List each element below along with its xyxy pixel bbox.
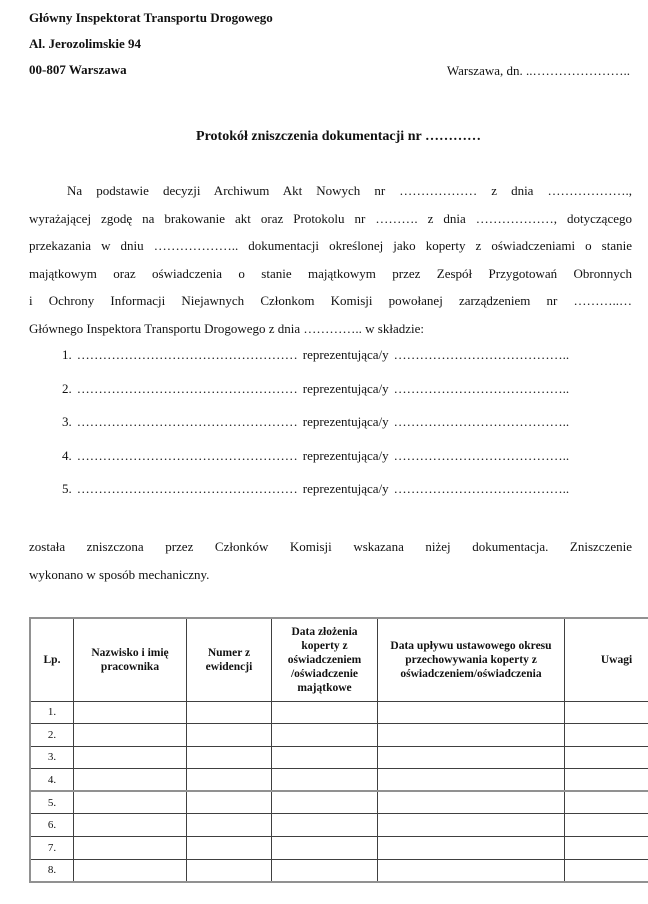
member-number: 4. [62, 447, 72, 463]
date-expiry-cell [378, 859, 565, 882]
date-submitted-cell [272, 814, 378, 837]
column-header-employee-name: Nazwisko i imię pracownika [74, 618, 187, 701]
committee-member-line [62, 338, 632, 372]
committee-member-line [62, 405, 632, 439]
column-header-record-number: Numer z ewidencji [187, 618, 272, 701]
employee-name-cell [74, 769, 187, 792]
record-number-cell [187, 769, 272, 792]
record-number-cell [187, 701, 272, 724]
date-submitted-cell [272, 859, 378, 882]
table-row [30, 837, 648, 860]
member-number: 1. [62, 347, 72, 362]
committee-member-line [62, 372, 632, 406]
row-number-cell: 5. [30, 791, 74, 814]
place-date-line: Warszawa, dn. ..………………….. [446, 63, 630, 78]
column-header-notes: Uwagi [565, 618, 648, 701]
member-name-blank: …………………………………………… [76, 347, 298, 362]
row-number-cell: 2. [30, 724, 74, 747]
table-row [30, 701, 648, 724]
member-role-blank: ………………………………….. [393, 481, 570, 496]
member-role-blank: ………………………………….. [393, 414, 570, 429]
intro-line: majątkowym oraz oświadczenia o stanie majątkowym przez Zespół Przygotowań Obronnych [29, 265, 632, 281]
employee-name-cell [74, 837, 187, 860]
row-number-cell: 3. [30, 746, 74, 769]
committee-list [62, 338, 632, 506]
record-number-cell [187, 859, 272, 882]
table-row [30, 791, 648, 814]
member-number: 2. [62, 380, 72, 396]
notes-cell [565, 724, 648, 747]
member-name-blank: …………………………………………… [76, 380, 298, 396]
document-title: Protokół zniszczenia dokumentacji nr ………… [196, 129, 481, 144]
destroyed-documents-table [29, 617, 648, 883]
date-expiry-cell [378, 769, 565, 792]
record-number-cell [187, 746, 272, 769]
member-role-label: reprezentująca/y [302, 414, 389, 429]
intro-line: przekazania w dniu ……………….. dokumentacji określonej jako koperty z oświadczeniami o stanie [29, 238, 632, 253]
intro-line: Na podstawie decyzji Archiwum Akt Nowych nr ……………… z dnia ………………., [67, 183, 632, 198]
closing-paragraph [29, 533, 632, 588]
date-submitted-cell [272, 701, 378, 724]
date-submitted-cell [272, 746, 378, 769]
table-row [30, 814, 648, 837]
notes-cell [565, 814, 648, 837]
member-role-blank: ………………………………….. [393, 380, 570, 396]
notes-cell [565, 701, 648, 724]
notes-cell [565, 769, 648, 792]
table-row [30, 746, 648, 769]
member-name-blank: …………………………………………… [76, 414, 298, 429]
member-role-blank: ………………………………….. [393, 347, 570, 362]
member-role-label: reprezentująca/y [302, 447, 389, 463]
member-role-blank: ………………………………….. [393, 447, 570, 463]
employee-name-cell [74, 724, 187, 747]
employee-name-cell [74, 814, 187, 837]
notes-cell [565, 837, 648, 860]
employee-name-cell [74, 701, 187, 724]
employee-name-cell [74, 791, 187, 814]
table-row [30, 724, 648, 747]
row-number-cell: 4. [30, 769, 74, 792]
date-expiry-cell [378, 746, 565, 769]
intro-line: Głównego Inspektora Transportu Drogowego z dnia ………….. w składzie: [29, 320, 424, 336]
column-header-date-submitted: Data złożenia koperty z oświadczeniem /oświadczenie majątkowe [272, 618, 378, 701]
table-row [30, 859, 648, 882]
row-number-cell: 1. [30, 701, 74, 724]
date-expiry-cell [378, 791, 565, 814]
date-submitted-cell [272, 791, 378, 814]
intro-line: i Ochrony Informacji Niejawnych Członkom Komisji powołanej zarządzeniem nr ………..… [29, 293, 632, 308]
member-role-label: reprezentująca/y [302, 347, 389, 362]
letterhead [29, 5, 273, 83]
org-address-city: 00-807 Warszawa [29, 62, 127, 77]
date-expiry-cell [378, 724, 565, 747]
row-number-cell: 6. [30, 814, 74, 837]
column-header-lp: Lp. [30, 618, 74, 701]
date-submitted-cell [272, 769, 378, 792]
date-submitted-cell [272, 837, 378, 860]
table-body [30, 701, 648, 882]
closing-line: wykonano w sposób mechaniczny. [29, 566, 210, 582]
date-expiry-cell [378, 814, 565, 837]
org-address-street: Al. Jerozolimskie 94 [29, 36, 142, 51]
member-number: 5. [62, 481, 72, 496]
date-submitted-cell [272, 724, 378, 747]
table-row [30, 769, 648, 792]
record-number-cell [187, 814, 272, 837]
notes-cell [565, 746, 648, 769]
record-number-cell [187, 837, 272, 860]
column-header-date-expiry: Data upływu ustawowego okresu przechowywania koperty z oświadczeniem/oświadczenia [378, 618, 565, 701]
committee-member-line [62, 439, 632, 473]
record-number-cell [187, 724, 272, 747]
intro-line: wyrażającej zgodę na brakowanie akt oraz Protokolu nr ………. z dnia ………………, dotyczącego [29, 210, 632, 226]
table-header [30, 618, 648, 701]
employee-name-cell [74, 859, 187, 882]
closing-line: została zniszczona przez Członków Komisji wskazana niżej dokumentacja. Zniszczenie [29, 539, 632, 554]
notes-cell [565, 859, 648, 882]
org-name: Główny Inspektorat Transportu Drogowego [29, 10, 273, 25]
date-expiry-cell [378, 701, 565, 724]
employee-name-cell [74, 746, 187, 769]
row-number-cell: 8. [30, 859, 74, 882]
committee-member-line [62, 472, 632, 506]
row-number-cell: 7. [30, 837, 74, 860]
member-role-label: reprezentująca/y [302, 481, 389, 496]
notes-cell [565, 791, 648, 814]
member-name-blank: …………………………………………… [76, 481, 298, 496]
member-number: 3. [62, 414, 72, 429]
record-number-cell [187, 791, 272, 814]
table-header-row [30, 618, 648, 701]
intro-paragraph [29, 177, 632, 342]
date-expiry-cell [378, 837, 565, 860]
member-role-label: reprezentująca/y [302, 380, 389, 396]
member-name-blank: …………………………………………… [76, 447, 298, 463]
